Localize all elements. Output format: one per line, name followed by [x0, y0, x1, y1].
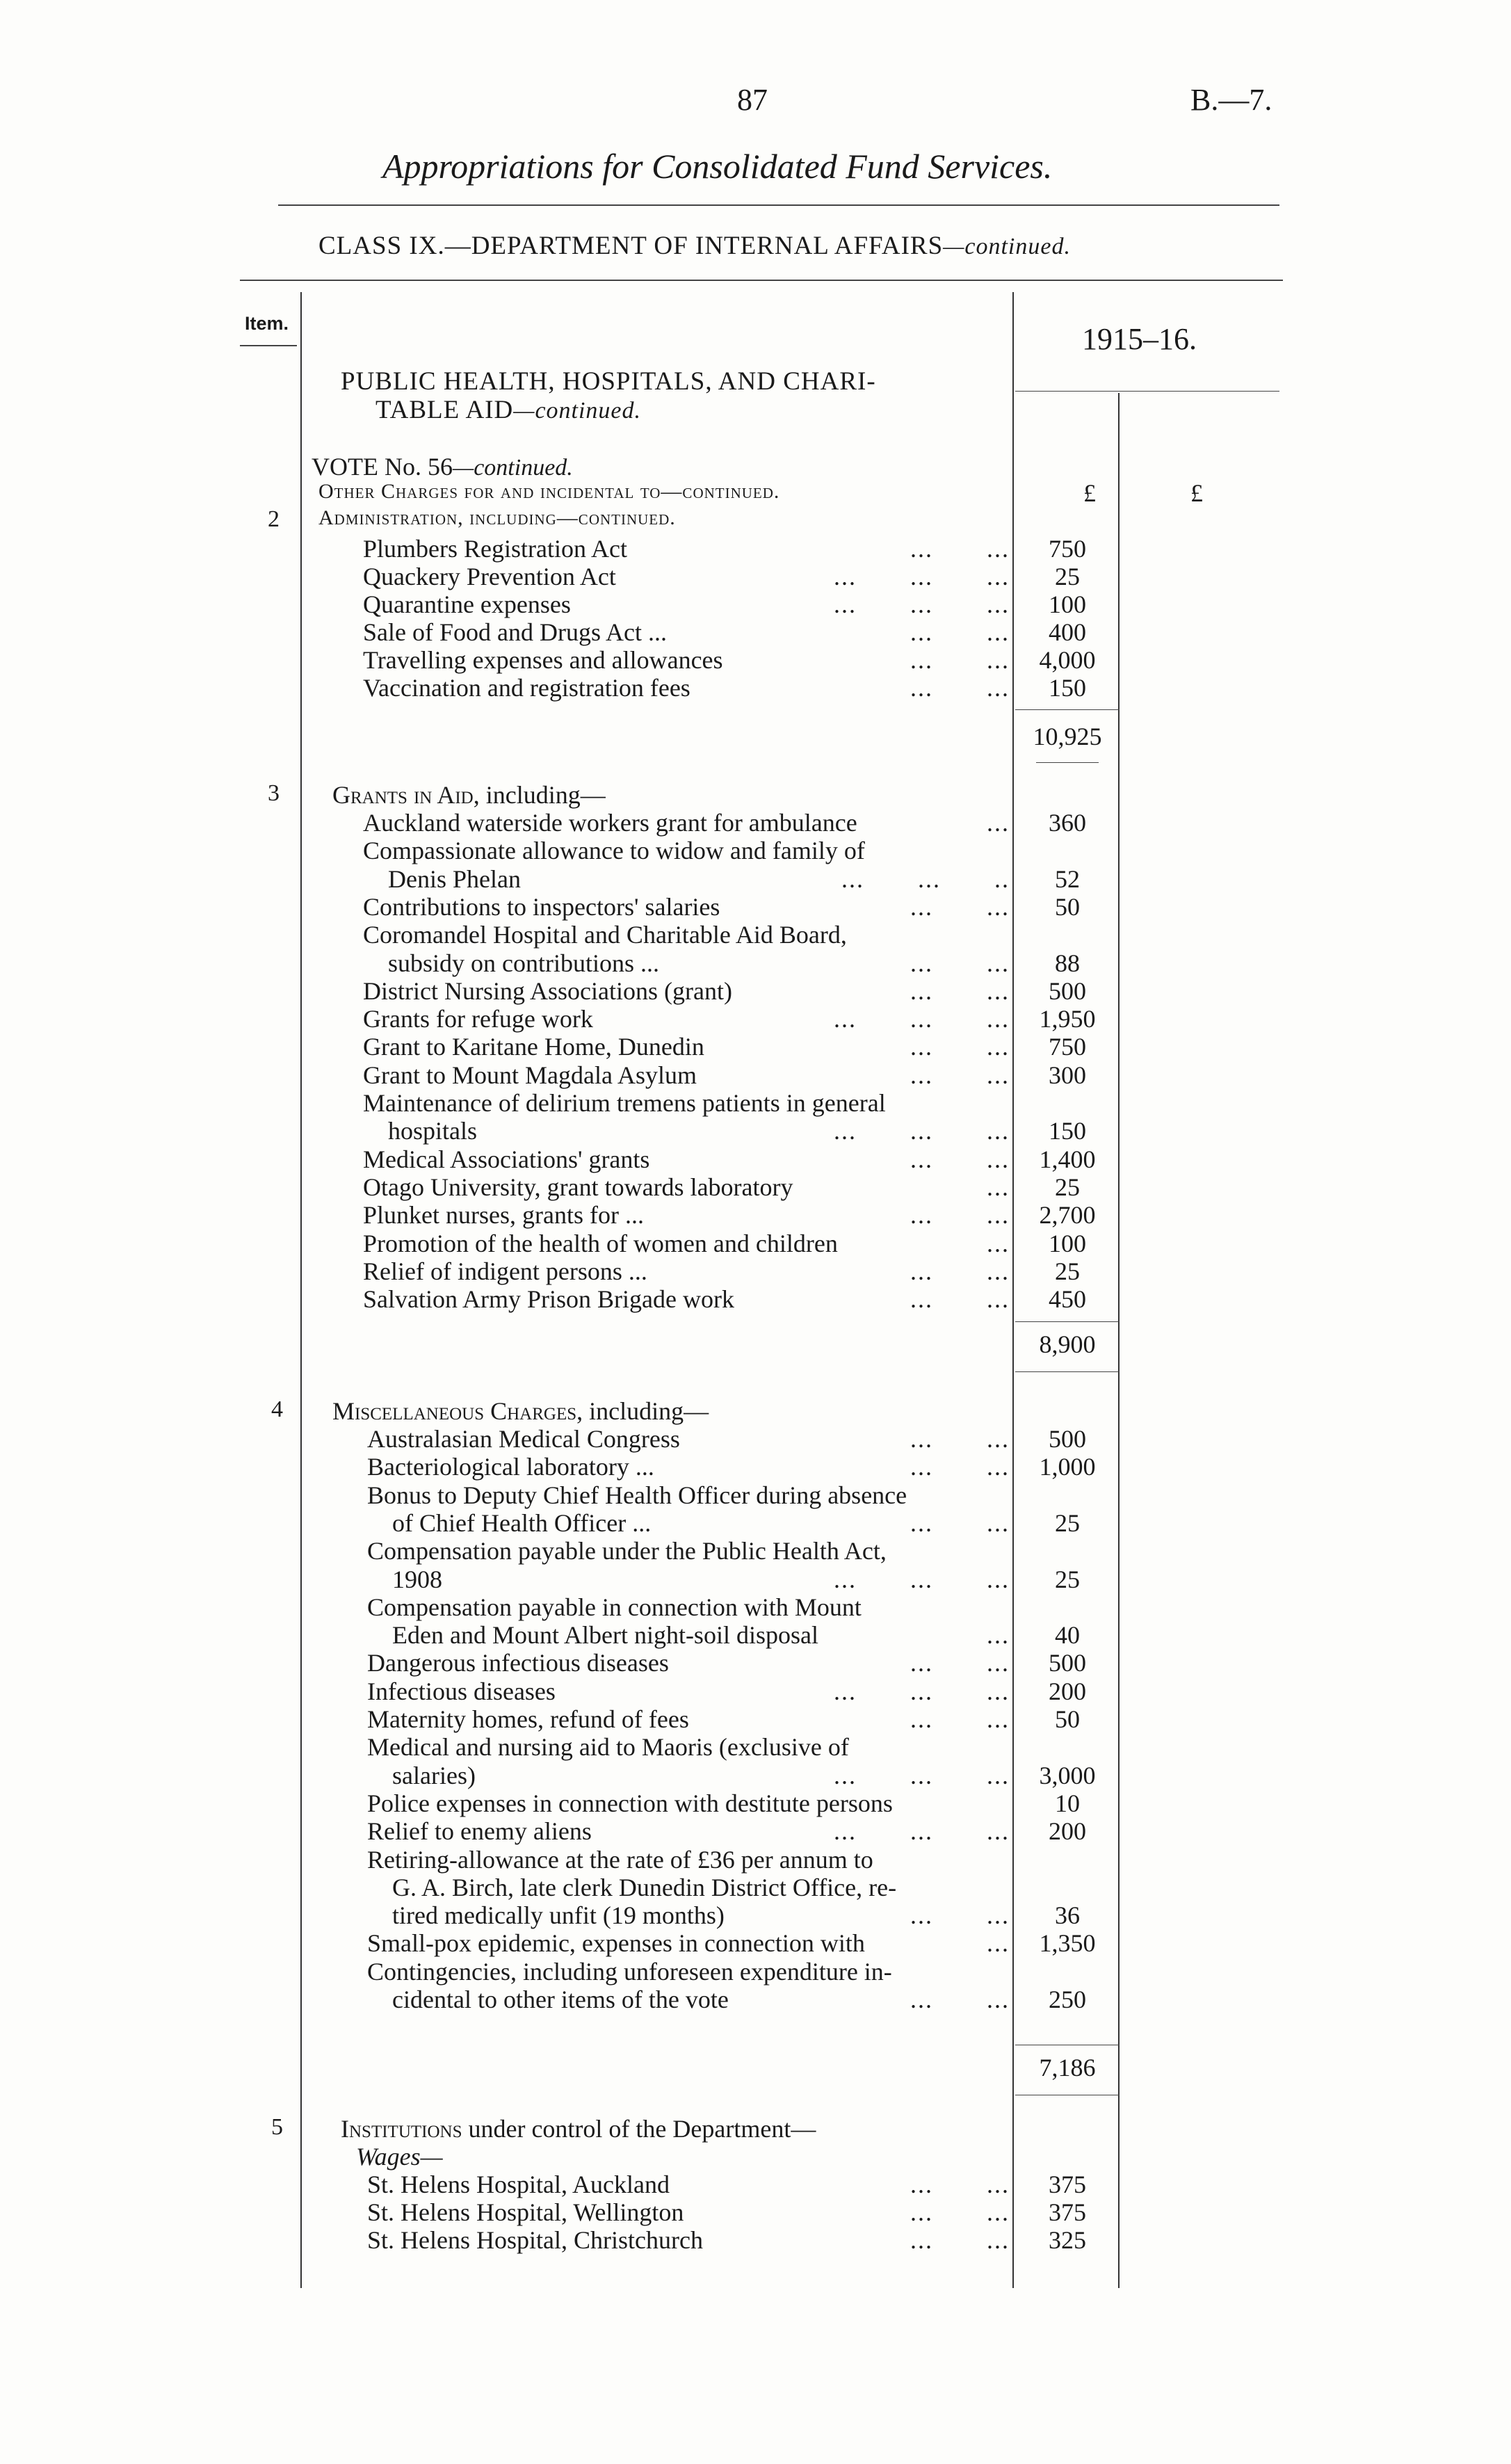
row-amount: 88	[1055, 949, 1080, 977]
table-row	[363, 673, 1120, 701]
row-label: Contributions to inspectors' salaries	[363, 892, 720, 921]
item-column-divider	[300, 292, 302, 2288]
currency-left: £	[1083, 479, 1096, 507]
table-row	[367, 1845, 1120, 1873]
row-leader-dots: ... ...	[910, 1257, 1010, 1285]
row-amount: 375	[1049, 2198, 1086, 2226]
row-leader-dots: ... ...	[910, 949, 1010, 977]
row-amount: 2,700	[1039, 1201, 1096, 1230]
institutions-heading	[341, 2114, 816, 2143]
table-row	[363, 618, 1120, 645]
subtotal-underline-3	[1015, 1371, 1120, 1372]
row-amount: 400	[1049, 618, 1086, 646]
row-leader-dots: ... ...	[910, 1508, 1010, 1537]
table-row	[363, 1229, 1120, 1257]
row-leader-dots: ... ...	[910, 646, 1010, 674]
table-row	[367, 1957, 1120, 1985]
row-leader-dots: ... ...	[910, 1453, 1010, 1481]
row-label: Grant to Karitane Home, Dunedin	[363, 1033, 704, 1061]
section-title-continued: —continued.	[513, 398, 642, 424]
row-label: hospitals	[363, 1117, 478, 1145]
row-label: Relief of indigent persons ...	[363, 1257, 647, 1285]
row-leader-dots: ... ...	[910, 1201, 1010, 1230]
row-label: Contingencies, including unforeseen expenditure in-	[367, 1957, 892, 1986]
row-leader-dots: ... ...	[910, 976, 1010, 1005]
row-label: Bonus to Deputy Chief Health Officer during absence	[367, 1481, 907, 1509]
row-amount: 3,000	[1039, 1761, 1096, 1789]
item-number-4: 4	[271, 1396, 283, 1422]
table-row	[363, 1285, 1120, 1312]
table-row	[367, 1536, 1120, 1564]
row-leader-dots: ... ...	[910, 1285, 1010, 1314]
row-label: salaries)	[367, 1761, 476, 1789]
miscellaneous-heading-suffix: , including—	[576, 1397, 709, 1425]
table-row	[363, 1004, 1120, 1032]
table-row	[367, 1705, 1120, 1732]
table-row	[363, 1173, 1120, 1200]
grants-heading	[332, 780, 606, 810]
title-rule	[278, 204, 1279, 206]
row-leader-dots: ... ...	[910, 2198, 1010, 2226]
row-amount: 25	[1055, 563, 1080, 590]
row-leader-dots: ...	[987, 1621, 1010, 1650]
table-row	[367, 1508, 1120, 1536]
row-amount: 450	[1049, 1285, 1086, 1314]
administration-heading: Administration, including—continued.	[318, 506, 676, 529]
row-label: Police expenses in connection with destitute persons	[367, 1789, 893, 1817]
row-label: Travelling expenses and allowances	[363, 646, 723, 674]
table-row	[367, 1761, 1120, 1789]
item-number-5: 5	[271, 2114, 283, 2140]
row-leader-dots: ... ...	[910, 1986, 1010, 2013]
row-label: Grants for refuge work	[363, 1005, 593, 1033]
table-row	[363, 1088, 1120, 1116]
row-label: Compassionate allowance to widow and family of	[363, 837, 865, 865]
row-label: 1908	[367, 1565, 442, 1593]
row-label: District Nursing Associations (grant)	[363, 976, 732, 1005]
table-row	[367, 1677, 1120, 1705]
row-amount: 10	[1055, 1789, 1080, 1817]
row-amount: 100	[1049, 590, 1086, 618]
class-continued: —continued.	[943, 234, 1071, 259]
row-leader-dots: ... ... ..	[841, 864, 1010, 893]
row-label: Australasian Medical Congress	[367, 1425, 680, 1453]
row-leader-dots: ... ...	[910, 1145, 1010, 1173]
row-leader-dots: ... ... ...	[834, 1677, 1010, 1705]
table-row	[363, 645, 1120, 673]
table-row	[367, 2170, 1120, 2198]
institutions-heading-label: Institutions	[341, 2115, 462, 2143]
row-leader-dots: ... ... ...	[834, 590, 1010, 618]
item-number-3: 3	[268, 780, 280, 806]
row-amount: 25	[1055, 1173, 1080, 1201]
miscellaneous-heading-label: Miscellaneous Charges	[332, 1397, 577, 1425]
item-number-2: 2	[268, 506, 280, 532]
row-leader-dots: ... ...	[910, 618, 1010, 646]
class-title: CLASS IX.—DEPARTMENT OF INTERNAL AFFAIRS	[318, 232, 944, 260]
table-row	[367, 1873, 1120, 1901]
row-amount: 150	[1049, 1117, 1086, 1145]
row-amount: 750	[1049, 535, 1086, 563]
table-row	[363, 864, 1120, 892]
header-rule	[240, 280, 1283, 281]
table-row	[367, 2198, 1120, 2225]
row-amount: 500	[1049, 976, 1086, 1005]
subtotal-underline-2	[1036, 762, 1099, 763]
row-label: cidental to other items of the vote	[367, 1986, 729, 2013]
subtotal-rule-3	[1015, 1321, 1120, 1322]
section-title-line2	[375, 395, 641, 425]
table-row	[363, 534, 1120, 562]
row-label: Quackery Prevention Act	[363, 563, 616, 590]
row-leader-dots: ...	[987, 1173, 1010, 1201]
table-row	[363, 892, 1120, 920]
row-amount: 4,000	[1039, 646, 1096, 674]
row-leader-dots: ... ... ...	[834, 563, 1010, 590]
row-label: Auckland waterside workers grant for ambulance	[363, 809, 857, 837]
item-column-label: Item.	[245, 313, 289, 334]
row-label: Maintenance of delirium tremens patients in general	[363, 1089, 886, 1117]
subtotal-grants: 8,900	[1039, 1330, 1096, 1358]
row-leader-dots: ... ...	[910, 2226, 1010, 2254]
section-title-text: TABLE AID	[375, 396, 514, 424]
table-row	[367, 1452, 1120, 1480]
row-amount: 375	[1049, 2171, 1086, 2198]
table-row	[363, 562, 1120, 590]
row-leader-dots: ...	[987, 809, 1010, 837]
year-column-label: 1915–16.	[1082, 322, 1197, 356]
table-row	[363, 836, 1120, 864]
subtotal-rule-2	[1015, 709, 1120, 710]
table-row	[367, 1817, 1120, 1844]
item-label-rule	[240, 345, 297, 346]
vote-continued: —continued.	[452, 455, 573, 481]
row-label: Promotion of the health of women and children	[363, 1229, 838, 1257]
table-row	[367, 1593, 1120, 1620]
row-amount: 1,350	[1039, 1929, 1096, 1958]
grants-heading-label: Grants in Aid	[332, 781, 474, 809]
row-amount: 500	[1049, 1649, 1086, 1677]
table-row	[367, 1732, 1120, 1760]
row-amount: 50	[1055, 1705, 1080, 1733]
row-amount: 25	[1055, 1257, 1080, 1285]
row-amount: 1,000	[1039, 1453, 1096, 1481]
row-leader-dots: ... ...	[910, 535, 1010, 563]
row-amount: 360	[1049, 809, 1086, 837]
row-amount: 500	[1049, 1425, 1086, 1453]
grants-heading-suffix: , including—	[473, 781, 606, 809]
row-label: Plunket nurses, grants for ...	[363, 1201, 644, 1230]
row-label: Dangerous infectious diseases	[367, 1649, 669, 1677]
row-amount: 250	[1049, 1986, 1086, 2013]
vote-number: VOTE No. 56	[312, 453, 453, 481]
row-label: of Chief Health Officer ...	[367, 1508, 652, 1537]
row-amount: 50	[1055, 892, 1080, 921]
row-label: St. Helens Hospital, Christchurch	[367, 2226, 703, 2254]
row-amount: 750	[1049, 1033, 1086, 1061]
table-row	[363, 920, 1120, 948]
row-leader-dots: ... ...	[910, 1061, 1010, 1089]
row-label: St. Helens Hospital, Auckland	[367, 2171, 670, 2198]
table-row	[363, 1061, 1120, 1088]
other-charges-heading: Other Charges for and incidental to—continued.	[318, 480, 780, 503]
miscellaneous-heading	[332, 1396, 709, 1426]
row-leader-dots: ... ... ...	[834, 1817, 1010, 1846]
row-amount: 150	[1049, 674, 1086, 702]
row-amount: 100	[1049, 1229, 1086, 1257]
table-row	[367, 2225, 1120, 2253]
table-row	[363, 1257, 1120, 1285]
row-label: Medical and nursing aid to Maoris (exclusive of	[367, 1733, 849, 1762]
table-row	[367, 1620, 1120, 1648]
page-number: 87	[737, 83, 768, 117]
row-label: Denis Phelan	[363, 864, 521, 893]
table-row	[367, 1424, 1120, 1452]
year-rule	[1015, 391, 1279, 392]
row-label: St. Helens Hospital, Wellington	[367, 2198, 684, 2226]
table-row	[367, 1789, 1120, 1817]
row-amount: 300	[1049, 1061, 1086, 1089]
section-title-line1: PUBLIC HEALTH, HOSPITALS, AND CHARI-	[341, 367, 876, 396]
row-label: Maternity homes, refund of fees	[367, 1705, 689, 1733]
table-row	[363, 1116, 1120, 1144]
row-leader-dots: ... ...	[910, 1649, 1010, 1677]
subtotal-miscellaneous: 7,186	[1039, 2054, 1096, 2081]
row-leader-dots: ... ... ...	[834, 1565, 1010, 1593]
row-label: Sale of Food and Drugs Act ...	[363, 618, 667, 646]
row-label: Infectious diseases	[367, 1677, 556, 1705]
row-label: Compensation payable under the Public Health Act,	[367, 1537, 887, 1565]
row-amount: 325	[1049, 2226, 1086, 2254]
row-amount: 36	[1055, 1901, 1080, 1930]
row-label: Vaccination and registration fees	[363, 674, 690, 702]
table-row	[363, 590, 1120, 618]
row-label: Eden and Mount Albert night-soil disposal	[367, 1621, 818, 1650]
wages-subheading: Wages—	[356, 2143, 443, 2171]
row-leader-dots: ... ...	[910, 1425, 1010, 1453]
row-label: Coromandel Hospital and Charitable Aid Board,	[363, 921, 847, 949]
row-label: Quarantine expenses	[363, 590, 571, 618]
table-row	[363, 1032, 1120, 1060]
row-leader-dots: ...	[987, 1229, 1010, 1257]
table-row	[367, 1565, 1120, 1593]
row-leader-dots: ... ...	[910, 674, 1010, 702]
row-leader-dots: ... ... ...	[834, 1117, 1010, 1145]
row-leader-dots: ... ... ...	[834, 1005, 1010, 1033]
row-amount: 25	[1055, 1565, 1080, 1593]
table-row	[367, 1481, 1120, 1508]
table-row	[367, 1985, 1120, 2013]
row-label: Retiring-allowance at the rate of £36 per annum to	[367, 1845, 873, 1874]
document-reference: B.—7.	[1190, 83, 1272, 117]
row-leader-dots: ... ...	[910, 1901, 1010, 1930]
currency-right: £	[1190, 479, 1203, 507]
table-row	[363, 949, 1120, 976]
table-row	[367, 1901, 1120, 1928]
row-label: Grant to Mount Magdala Asylum	[363, 1061, 697, 1089]
vote-line	[312, 452, 573, 481]
row-label: tired medically unfit (19 months)	[367, 1901, 725, 1930]
row-amount: 52	[1055, 864, 1080, 893]
row-amount: 1,400	[1039, 1145, 1096, 1173]
page-title: Appropriations for Consolidated Fund Services.	[382, 147, 1053, 186]
table-row	[363, 1200, 1120, 1228]
class-header	[318, 231, 1071, 261]
row-leader-dots: ... ...	[910, 892, 1010, 921]
table-row	[363, 808, 1120, 836]
row-leader-dots: ... ...	[910, 1033, 1010, 1061]
subtotal-administration: 10,925	[1033, 723, 1102, 750]
row-label: Compensation payable in connection with Mount	[367, 1593, 862, 1621]
row-amount: 200	[1049, 1677, 1086, 1705]
row-label: G. A. Birch, late clerk Dunedin District Office, re-	[367, 1873, 897, 1901]
row-label: Small-pox epidemic, expenses in connection with	[367, 1929, 865, 1958]
row-leader-dots: ...	[987, 1929, 1010, 1958]
row-label: Plumbers Registration Act	[363, 535, 627, 563]
row-amount: 25	[1055, 1508, 1080, 1537]
row-label: Bacteriological laboratory ...	[367, 1453, 654, 1481]
table-row	[367, 1648, 1120, 1676]
row-label: Salvation Army Prison Brigade work	[363, 1285, 734, 1314]
row-amount: 1,950	[1039, 1005, 1096, 1033]
row-leader-dots: ... ... ...	[834, 1761, 1010, 1789]
table-row	[363, 1145, 1120, 1173]
institutions-heading-suffix: under control of the Department—	[462, 2115, 816, 2143]
row-label: Otago University, grant towards laboratory	[363, 1173, 793, 1201]
row-label: Medical Associations' grants	[363, 1145, 650, 1173]
row-leader-dots: ... ...	[910, 1705, 1010, 1733]
row-label: subsidy on contributions ...	[363, 949, 660, 977]
row-label: Relief to enemy aliens	[367, 1817, 592, 1846]
row-amount: 40	[1055, 1621, 1080, 1650]
row-leader-dots: ... ...	[910, 2171, 1010, 2198]
table-row	[363, 976, 1120, 1004]
row-amount: 200	[1049, 1817, 1086, 1846]
table-row	[367, 1928, 1120, 1956]
